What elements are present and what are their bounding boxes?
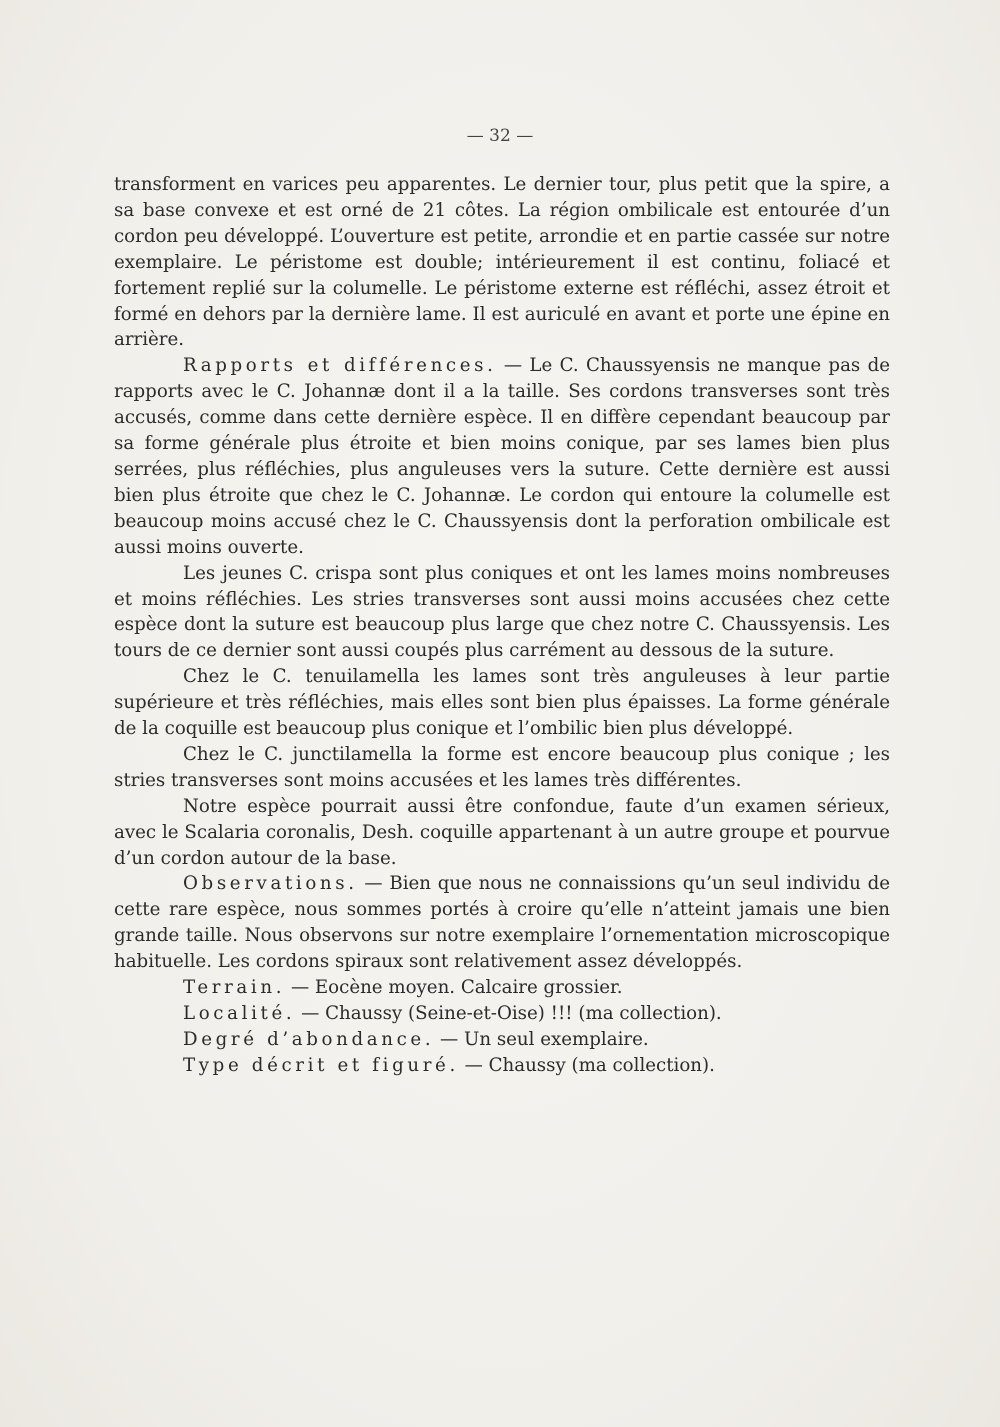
section-heading-observations: Observations. <box>183 873 358 895</box>
paragraph-text: — Chaussy (ma collection). <box>458 1054 715 1076</box>
section-heading-type: Type décrit et figuré. <box>183 1054 459 1076</box>
paragraph-tenuilamella <box>114 664 890 742</box>
paragraph-text: Les jeunes C. crispa sont plus coniques et ont les lames moins nombreuses et moins réfléchies. Les stries transverses sont aussi moins accusées chez cette espèce dont la suture est beaucoup plus large que chez notre C. Chaussyensis. Les tours de ce dernier sont aussi coupés plus carrément au dessous de la suture. <box>114 562 890 662</box>
paragraph-text: — Bien que nous ne connaissions qu’un seul individu de cette rare espèce, nous sommes portés à croire qu’elle n’atteint jamais une bien grande taille. Nous observons sur notre exemplaire l’ornementation microscopique habituelle. Les cordons spiraux sont relativement assez développés. <box>114 873 890 973</box>
paragraph-text: — Eocène moyen. Calcaire grossier. <box>285 977 623 999</box>
paragraph-text: — Un seul exemplaire. <box>434 1028 649 1050</box>
paragraph-localite <box>114 1001 890 1027</box>
paragraph-text: — Chaussy (Seine-et-Oise) !!! (ma collection). <box>295 1003 722 1024</box>
paragraph-text: Chez le C. junctilamella la forme est encore beaucoup plus conique ; les stries transverses sont moins accusées et les lames très différentes. <box>114 743 890 791</box>
section-heading-localite: Localité. <box>183 1003 296 1024</box>
paragraph-text: Chez le C. tenuilamella les lames sont très anguleuses à leur partie supérieure et très réfléchies, mais elles sont bien plus épaisses. La forme générale de la coquille est beaucoup plus conique et l’ombilic bien plus développé. <box>114 666 890 740</box>
paragraph-scalaria <box>114 794 890 872</box>
section-heading-abondance: Degré d’abondance. <box>183 1028 435 1050</box>
paragraph-observations <box>114 871 890 975</box>
paragraph-crispa <box>114 561 890 665</box>
paragraph-text: transforment en varices peu apparentes. Le dernier tour, plus petit que la spire, a sa base convexe et est orné de 21 côtes. La région ombilicale est entourée d’un cordon peu développé. L’ouverture est petite, arrondie et en partie cassée sur notre exemplaire. Le péristome est double; intérieurement il est continu, foliacé et fortement replié sur la columelle. Le péristome externe est réfléchi, assez étroit et formé en dehors par la dernière lame. Il est auriculé en avant et porte une épine en arrière. <box>114 174 890 351</box>
paragraph-description <box>114 172 890 353</box>
body-text <box>114 172 890 1079</box>
section-heading-terrain: Terrain. <box>183 977 286 999</box>
page-number: — 32 — <box>466 126 534 146</box>
paragraph-type <box>114 1053 890 1079</box>
section-heading-rapports: Rapports et différences. <box>183 355 497 377</box>
paragraph-rapports <box>114 353 890 560</box>
paragraph-abondance <box>114 1027 890 1053</box>
paragraph-terrain <box>114 975 890 1001</box>
paragraph-junctilamella <box>114 742 890 794</box>
paragraph-text: Notre espèce pourrait aussi être confondue, faute d’un examen sérieux, avec le Scalaria coronalis, Desh. coquille appartenant à un autre groupe et pourvue d’un cordon autour de la base. <box>114 795 890 869</box>
paragraph-text: — Le C. Chaussyensis ne manque pas de rapports avec le C. Johannæ dont il a la taille. Ses cordons transverses sont très accusés, comme dans cette dernière espèce. Il en diffère cependant beaucoup par sa forme générale plus étroite et bien moins conique, par ses lames bien plus serrées, plus réfléchies, plus anguleuses vers la suture. Cette dernière est aussi bien plus étroite que chez le C. Johannæ. Le cordon qui entoure la columelle est beaucoup moins accusé chez le C. Chaussyensis dont la perforation ombilicale est aussi moins ouverte. <box>114 355 890 558</box>
